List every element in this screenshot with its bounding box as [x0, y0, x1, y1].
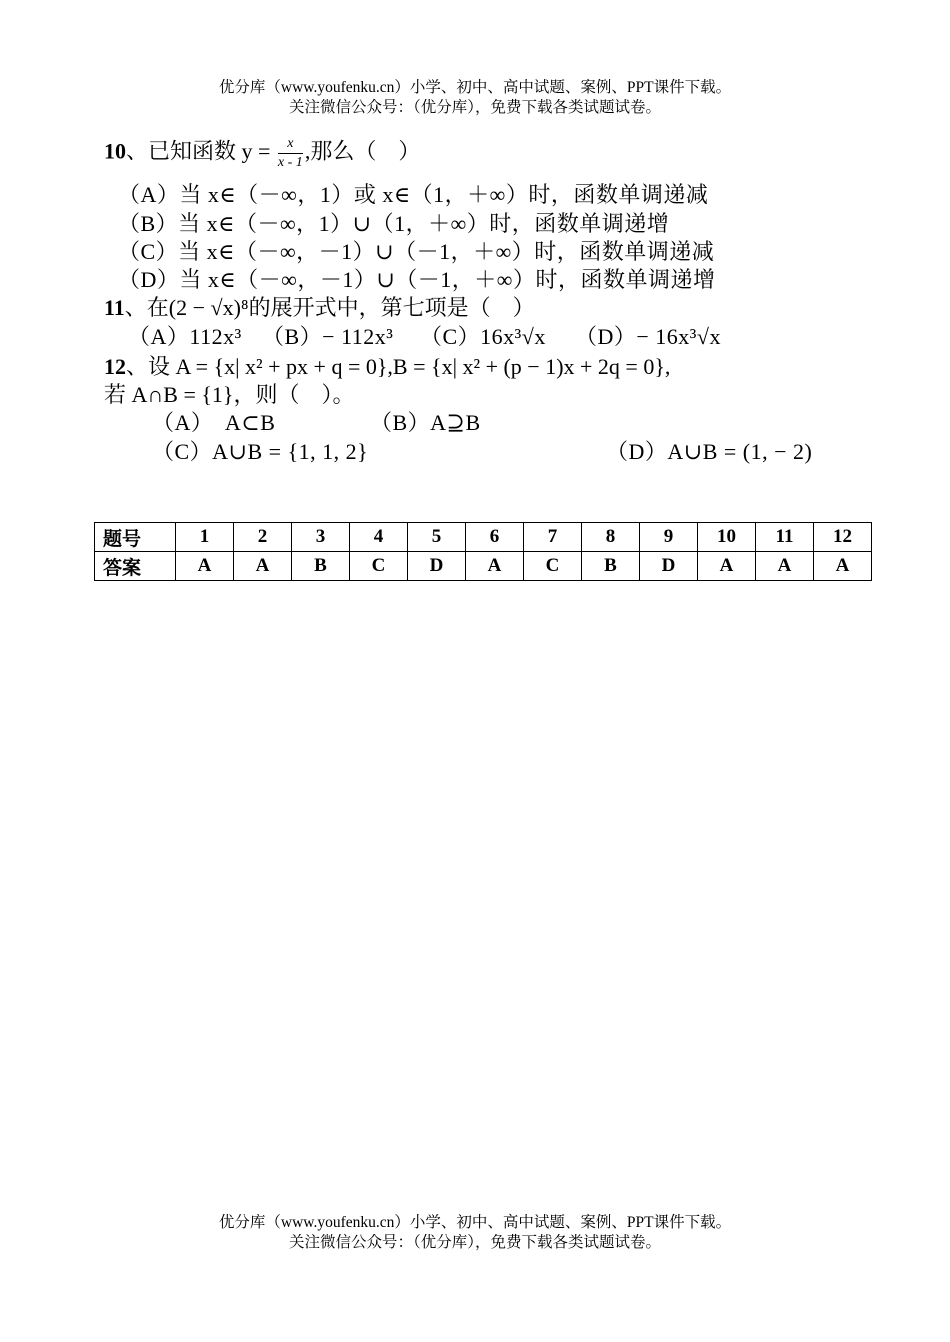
question-number-cell: 5 — [408, 523, 466, 552]
question-number-cell: 10 — [698, 523, 756, 552]
question-number: 10 — [104, 138, 126, 164]
question-12-option-a: （A） A⊂B — [152, 410, 276, 435]
answer-label: 答案 — [95, 552, 176, 581]
question-12-option-d: （D）A∪B = (1, − 2) — [606, 439, 813, 464]
fraction-numerator: x — [278, 135, 303, 154]
question-12-stem — [104, 353, 670, 381]
answer-cell: A — [466, 552, 524, 581]
question-number-cell: 11 — [756, 523, 814, 552]
fraction-denominator: x - 1 — [277, 155, 303, 170]
header-line-2: 关注微信公众号：（优分库），免费下载各类试题试卷。 — [288, 99, 661, 116]
answer-cell: A — [698, 552, 756, 581]
answer-cell: B — [292, 552, 350, 581]
question-11-stem-text: 、在(2 − √x)⁸的展开式中，第七项是（ ） — [124, 295, 535, 320]
question-11-option-d: （D）− 16x³√x — [575, 324, 721, 349]
fraction — [278, 135, 303, 172]
answer-cell: D — [640, 552, 698, 581]
header-line-1: 优分库（www.youfenku.cn）小学、初中、高中试题、案例、PPT课件下载。 — [218, 79, 732, 96]
answer-cell: A — [176, 552, 234, 581]
answer-cell: C — [524, 552, 582, 581]
question-10-option-a: （A）当 x∈（－∞，1）或 x∈（1，＋∞）时，函数单调递减 — [118, 182, 709, 207]
question-number: 12 — [104, 354, 126, 379]
answer-cell: A — [234, 552, 292, 581]
question-10-option-d: （D）当 x∈（－∞，－1）∪（－1，＋∞）时，函数单调递增 — [118, 267, 716, 292]
question-12-stem-line-1: 、设 A = {x| x² + px + q = 0},B = {x| x² + (p − 1)x + 2q = 0}, — [126, 354, 671, 379]
question-number: 11 — [104, 295, 125, 320]
question-12-stem-line-2: 若 A∩B = {1}，则（ ）。 — [104, 382, 355, 407]
question-10-stem-post: ,那么（ ） — [304, 138, 421, 164]
question-10-stem — [104, 135, 420, 172]
answer-table-answer-row — [95, 552, 872, 581]
question-10-stem-pre: 、已知函数 y = — [126, 138, 276, 164]
answer-cell: D — [408, 552, 466, 581]
question-number-cell: 8 — [582, 523, 640, 552]
question-number-cell: 9 — [640, 523, 698, 552]
question-12-option-b: （B）A⊇B — [370, 410, 481, 435]
question-number-cell: 2 — [234, 523, 292, 552]
question-10-option-c: （C）当 x∈（－∞，－1）∪（－1，＋∞）时，函数单调递减 — [118, 239, 715, 264]
question-12-option-c: （C）A∪B = {1, 1, 2} — [152, 439, 369, 464]
page-footer — [0, 1213, 950, 1253]
answer-table — [94, 522, 872, 581]
footer-line-1: 优分库（www.youfenku.cn）小学、初中、高中试题、案例、PPT课件下载。 — [218, 1214, 732, 1231]
answer-cell: A — [756, 552, 814, 581]
question-number-cell: 3 — [292, 523, 350, 552]
question-number-cell: 12 — [814, 523, 872, 552]
question-number-cell: 1 — [176, 523, 234, 552]
question-number-cell: 4 — [350, 523, 408, 552]
page-header — [0, 78, 950, 118]
answer-cell: B — [582, 552, 640, 581]
question-11-option-b: （B）− 112x³ — [262, 324, 394, 349]
footer-line-2: 关注微信公众号：（优分库），免费下载各类试题试卷。 — [288, 1234, 661, 1251]
question-number-cell: 7 — [524, 523, 582, 552]
question-10-option-b: （B）当 x∈（－∞，1）∪（1，＋∞）时，函数单调递增 — [118, 211, 670, 236]
question-11-option-c: （C）16x³√x — [420, 324, 546, 349]
answer-cell: C — [350, 552, 408, 581]
answer-cell: A — [814, 552, 872, 581]
question-number-label: 题号 — [95, 523, 176, 552]
answer-table-header-row — [95, 523, 872, 552]
question-11-stem — [104, 294, 535, 322]
question-11-option-a: （A）112x³ — [128, 324, 242, 349]
question-number-cell: 6 — [466, 523, 524, 552]
